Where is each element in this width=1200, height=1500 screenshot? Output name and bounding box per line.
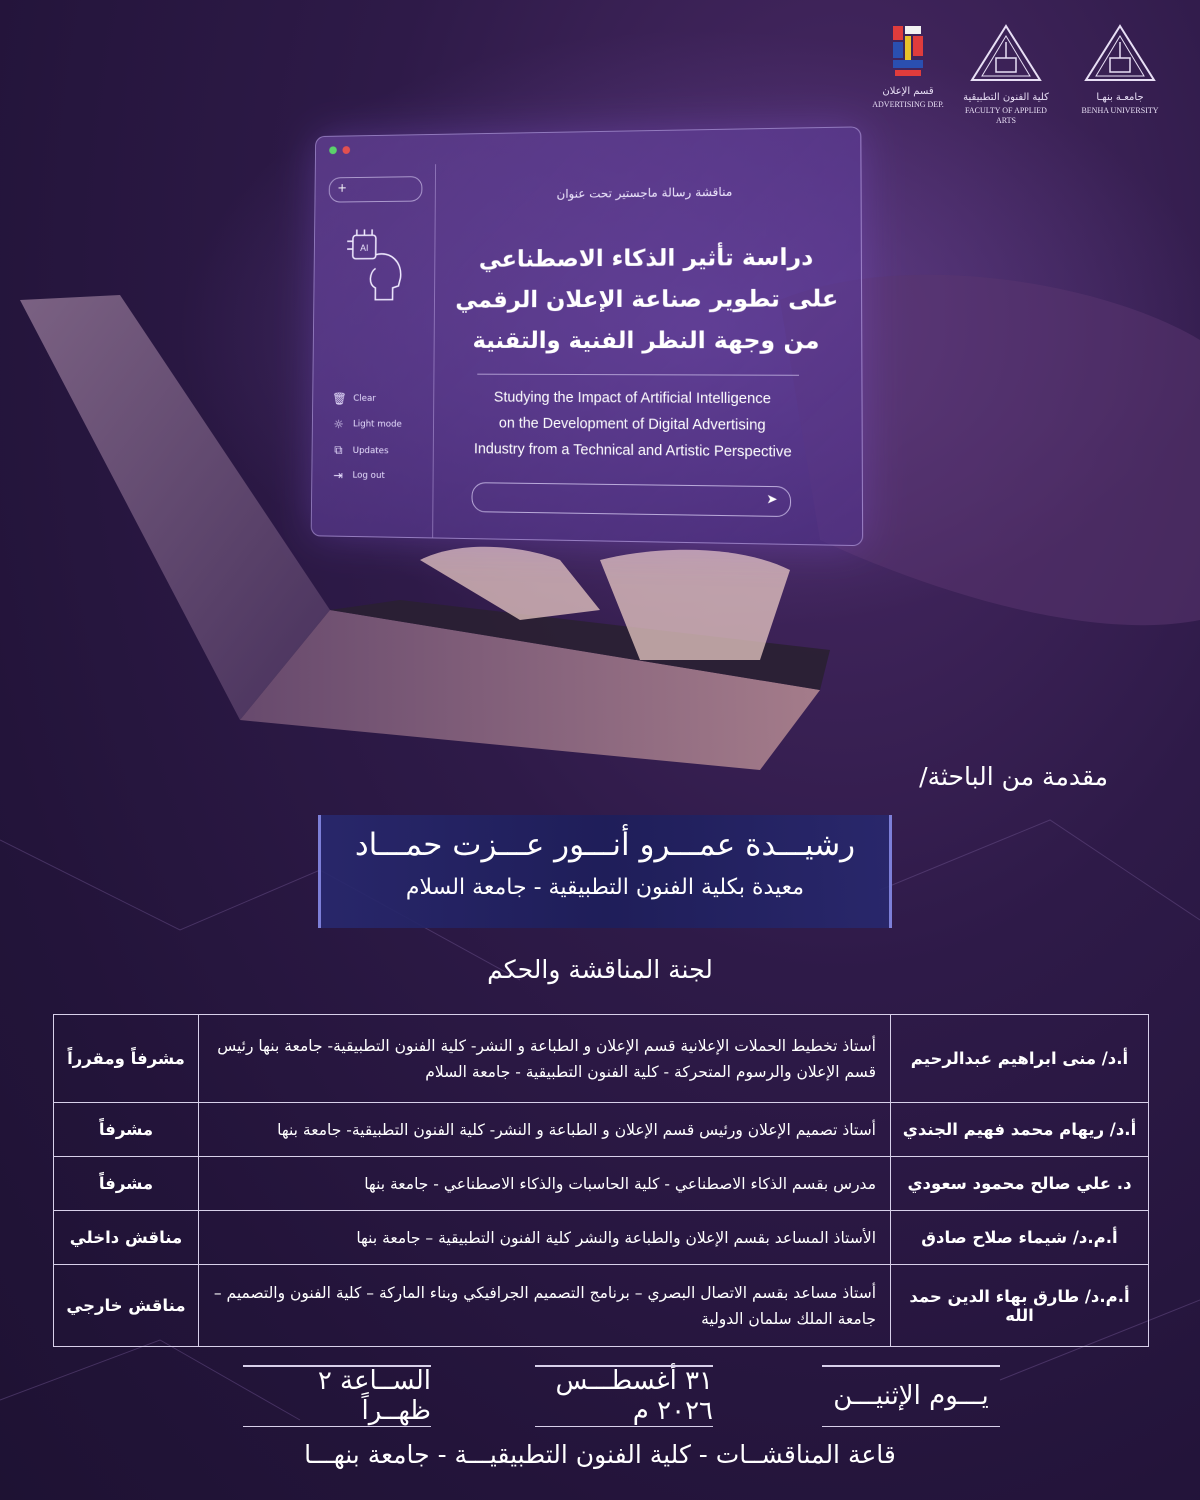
floating-app-window: [311, 126, 864, 546]
thesis-title-ar-line-3: من وجهة النظر الفنية والتقنية: [472, 327, 820, 355]
plus-icon[interactable]: +: [337, 181, 347, 195]
member-role: مناقش خارجي: [54, 1265, 199, 1347]
logout-icon: ⇥: [333, 468, 343, 483]
external-link-icon: ⧉: [334, 442, 343, 457]
sidebar-clear-label: Clear: [353, 393, 376, 404]
member-position: أستاذ تخطيط الحملات الإعلانية قسم الإعلان و الطباعة و النشر- كلية الفنون التطبيقية- جامعة بنها رئيس قسم الإعلان والرسوم المتحركة - كلية الفنون التطبيقية - جامعة السلام: [199, 1015, 891, 1103]
thesis-title-ar-line-2: على تطوير صناعة الإعلان الرقمي: [455, 286, 839, 314]
schedule-time-text: الســاعة ٢ ظهــراً: [317, 1366, 431, 1426]
table-row: [54, 1265, 1149, 1347]
sidebar-light-mode-label: Light mode: [352, 419, 402, 430]
committee-table: [53, 1014, 1149, 1347]
presenter-name: رشيـــدة عمـــرو أنـــور عـــزت حمـــاد: [354, 827, 856, 863]
svg-text:AI: AI: [360, 243, 369, 254]
member-role: مشرفاً ومقرراً: [54, 1015, 199, 1103]
thesis-title-en-line-1: Studying the Impact of Artificial Intelligence: [493, 389, 772, 408]
ai-head-icon: [341, 225, 409, 313]
title-divider: [477, 374, 799, 376]
divider: [822, 1365, 1000, 1367]
faculty-logo: [960, 22, 1052, 126]
faculty-logo-en: FACULTY OF APPLIED ARTS: [965, 106, 1047, 125]
sidebar-updates[interactable]: [332, 443, 389, 458]
advertising-logo-mark: [883, 22, 933, 82]
window-dot-red: [342, 146, 350, 154]
university-logo-en: BENHA UNIVERSITY: [1081, 106, 1159, 115]
committee-heading: لجنة المناقشة والحكم: [487, 955, 713, 984]
thesis-title-ar-line-1: دراسة تأثير الذكاء الاصطناعي: [478, 244, 814, 273]
faculty-logo-ar: كلية الفنون التطبيقية: [963, 92, 1049, 103]
sun-icon: ☼: [333, 417, 344, 432]
thesis-title-ar: [434, 237, 862, 363]
presenter-box: [318, 815, 892, 928]
university-logo: [1072, 22, 1168, 116]
member-role: مشرفاً: [54, 1103, 199, 1157]
member-name: د. علي صالح محمود سعودي: [891, 1157, 1149, 1211]
member-position: أستاذ مساعد بقسم الاتصال البصري – برنامج التصميم الجرافيكي وبناء الماركة – كلية الفنون والتصميم – جامعة الملك سلمان الدولية: [199, 1265, 891, 1347]
send-icon[interactable]: ➤: [766, 492, 778, 508]
schedule-date-text: ٣١ أغسطـــس ٢٠٢٦ م: [555, 1366, 713, 1426]
thesis-title-en-line-2: on the Development of Digital Advertising: [498, 415, 766, 434]
presenter-intro: مقدمة من الباحثة/: [919, 762, 1108, 791]
divider: [243, 1426, 431, 1428]
member-role: مشرفاً: [54, 1157, 199, 1211]
new-chat-field[interactable]: [329, 176, 423, 203]
table-row: [54, 1015, 1149, 1103]
trash-icon: 🗑: [332, 391, 347, 406]
window-sidebar: [312, 164, 436, 537]
prompt-input[interactable]: [471, 482, 791, 517]
schedule-date: [535, 1365, 713, 1427]
sidebar-updates-label: Updates: [352, 445, 389, 456]
member-position: الأستاذ المساعد بقسم الإعلان والطباعة والنشر كلية الفنون التطبيقية – جامعة بنها: [199, 1211, 891, 1265]
member-position: أستاذ تصميم الإعلان ورئيس قسم الإعلان و الطباعة و النشر- كلية الفنون التطبيقية- جامعة بنها: [199, 1103, 891, 1157]
divider: [535, 1365, 713, 1367]
advertising-logo-en: ADVERTISING DEP.: [872, 100, 944, 109]
member-name: أ.م.د/ طارق بهاء الدين حمد الله: [891, 1265, 1149, 1347]
university-logo-ar: جامعـة بنهـا: [1096, 92, 1144, 103]
member-name: أ.د/ منى ابراهيم عبدالرحيم: [891, 1015, 1149, 1103]
thesis-title-en: [447, 384, 820, 466]
sidebar-clear[interactable]: [332, 392, 376, 406]
faculty-emblem-icon: [966, 22, 1046, 88]
schedule-time: [243, 1365, 431, 1427]
presenter-role: معيدة بكلية الفنون التطبيقية - جامعة السلام: [405, 875, 805, 900]
table-row: [54, 1211, 1149, 1265]
divider: [243, 1365, 431, 1367]
thesis-title-en-line-3: Industry from a Technical and Artistic Perspective: [473, 441, 792, 461]
member-name: أ.د/ ريهام محمد فهيم الجندي: [891, 1103, 1149, 1157]
member-role: مناقش داخلي: [54, 1211, 199, 1265]
schedule-day-text: يـــوم الإثنيـــن: [833, 1381, 989, 1411]
thesis-subtitle: مناقشة رسالة ماجستير تحت عنوان: [556, 184, 733, 201]
member-position: مدرس بقسم الذكاء الاصطناعي - كلية الحاسبات والذكاء الاصطناعي - جامعة بنها: [199, 1157, 891, 1211]
window-dot-green: [329, 146, 337, 154]
member-name: أ.م.د/ شيماء صلاح صادق: [891, 1211, 1149, 1265]
sidebar-light-mode[interactable]: [332, 417, 402, 431]
sidebar-log-out-label: Log out: [352, 470, 385, 482]
divider: [822, 1426, 1000, 1428]
university-emblem-icon: [1080, 22, 1160, 88]
sidebar-log-out[interactable]: [331, 468, 385, 483]
table-row: [54, 1157, 1149, 1211]
advertising-dept-logo: [872, 22, 944, 110]
table-row: [54, 1103, 1149, 1157]
advertising-logo-ar: قسم الإعلان: [882, 86, 934, 97]
venue: قاعة المناقشــات - كلية الفنون التطبيقيـــة - جامعة بنهـــا: [304, 1440, 896, 1469]
schedule-day: [822, 1365, 1000, 1427]
divider: [535, 1426, 713, 1428]
